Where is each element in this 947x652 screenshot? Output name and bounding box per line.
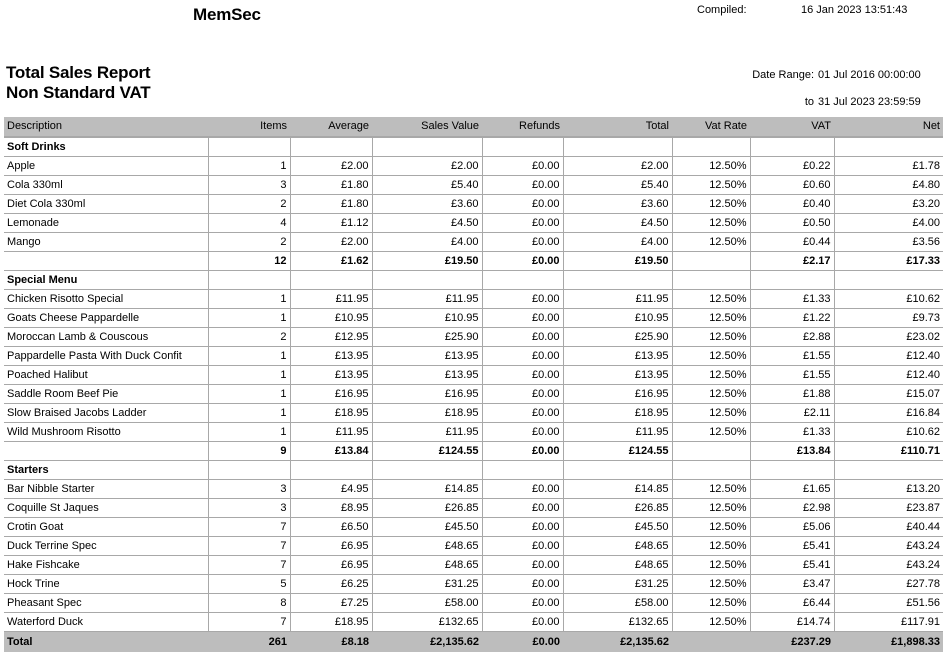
cell-sales-value: [372, 461, 482, 480]
table-row: [4, 366, 943, 385]
cell-sales-value: £13.95: [372, 366, 482, 385]
brand-logo: MemSec: [193, 5, 261, 25]
table-row: [4, 594, 943, 613]
cell-vat: £0.40: [750, 195, 834, 214]
cell-net: £117.91: [834, 613, 943, 632]
cell-vat-rate: 12.50%: [672, 290, 750, 309]
table-row: [4, 575, 943, 594]
cell-description: Moroccan Lamb & Couscous: [4, 328, 208, 347]
cell-vat: £0.50: [750, 214, 834, 233]
cell-net: £10.62: [834, 423, 943, 442]
cell-items: [208, 138, 290, 157]
cell-net: £27.78: [834, 575, 943, 594]
cell-sales-value: £14.85: [372, 480, 482, 499]
cell-net: £23.02: [834, 328, 943, 347]
cell-refunds: £0.00: [482, 290, 563, 309]
cell-refunds: £0.00: [482, 442, 563, 461]
cell-total: £10.95: [563, 309, 672, 328]
report-title-line2: Non Standard VAT: [6, 83, 150, 103]
cell-sales-value: £11.95: [372, 290, 482, 309]
cell-description: Crotin Goat: [4, 518, 208, 537]
table-group-header-row: [4, 461, 943, 480]
cell-vat-rate: [672, 271, 750, 290]
cell-average: £1.62: [290, 252, 372, 271]
cell-description: [4, 442, 208, 461]
cell-total: [563, 138, 672, 157]
cell-total: £58.00: [563, 594, 672, 613]
cell-description: Pheasant Spec: [4, 594, 208, 613]
cell-description: Bar Nibble Starter: [4, 480, 208, 499]
cell-average: £6.50: [290, 518, 372, 537]
date-range: [752, 68, 942, 109]
cell-description: Slow Braised Jacobs Ladder: [4, 404, 208, 423]
cell-sales-value: £26.85: [372, 499, 482, 518]
cell-description: Pappardelle Pasta With Duck Confit: [4, 347, 208, 366]
cell-items: 9: [208, 442, 290, 461]
table-row: [4, 347, 943, 366]
cell-refunds: £0.00: [482, 328, 563, 347]
cell-items: 261: [208, 632, 290, 652]
table-row: [4, 328, 943, 347]
cell-items: 1: [208, 385, 290, 404]
cell-total: £2,135.62: [563, 632, 672, 652]
cell-items: 2: [208, 233, 290, 252]
column-header-refunds[interactable]: Refunds: [482, 117, 563, 136]
cell-average: £6.95: [290, 556, 372, 575]
cell-items: 7: [208, 518, 290, 537]
cell-total: [563, 461, 672, 480]
cell-total: £18.95: [563, 404, 672, 423]
cell-items: [208, 461, 290, 480]
cell-net: £16.84: [834, 404, 943, 423]
table-row: [4, 385, 943, 404]
cell-average: £4.95: [290, 480, 372, 499]
cell-refunds: £0.00: [482, 176, 563, 195]
cell-total: £2.00: [563, 157, 672, 176]
cell-description: Saddle Room Beef Pie: [4, 385, 208, 404]
cell-net: £40.44: [834, 518, 943, 537]
cell-items: 2: [208, 195, 290, 214]
cell-total: £31.25: [563, 575, 672, 594]
cell-description: Mango: [4, 233, 208, 252]
date-range-from-row: [752, 68, 942, 82]
compiled-timestamp: 16 Jan 2023 13:51:43: [801, 4, 907, 16]
cell-average: £18.95: [290, 404, 372, 423]
date-range-label: Date Range:: [752, 69, 814, 81]
cell-vat-rate: 12.50%: [672, 575, 750, 594]
cell-average: £6.95: [290, 537, 372, 556]
cell-sales-value: £2,135.62: [372, 632, 482, 652]
cell-sales-value: £19.50: [372, 252, 482, 271]
cell-average: [290, 138, 372, 157]
cell-total: £3.60: [563, 195, 672, 214]
cell-description: Soft Drinks: [4, 138, 208, 157]
cell-items: 1: [208, 157, 290, 176]
table-row: [4, 537, 943, 556]
cell-average: £1.80: [290, 176, 372, 195]
cell-vat-rate: 12.50%: [672, 233, 750, 252]
cell-items: 1: [208, 404, 290, 423]
cell-total: £11.95: [563, 423, 672, 442]
cell-vat-rate: 12.50%: [672, 594, 750, 613]
cell-sales-value: £3.60: [372, 195, 482, 214]
cell-average: £13.84: [290, 442, 372, 461]
cell-vat: £0.60: [750, 176, 834, 195]
cell-average: £13.95: [290, 366, 372, 385]
cell-net: £13.20: [834, 480, 943, 499]
cell-total: £4.50: [563, 214, 672, 233]
table-row: [4, 195, 943, 214]
cell-sales-value: £132.65: [372, 613, 482, 632]
cell-total: £13.95: [563, 347, 672, 366]
cell-vat: £0.44: [750, 233, 834, 252]
cell-total: [563, 271, 672, 290]
cell-description: Coquille St Jaques: [4, 499, 208, 518]
cell-total: £13.95: [563, 366, 672, 385]
cell-refunds: [482, 271, 563, 290]
cell-sales-value: £124.55: [372, 442, 482, 461]
table-row: [4, 176, 943, 195]
cell-description: Lemonade: [4, 214, 208, 233]
cell-description: Apple: [4, 157, 208, 176]
cell-items: 5: [208, 575, 290, 594]
report-title-line1: Total Sales Report: [6, 63, 150, 83]
column-header-vat[interactable]: VAT: [750, 117, 834, 136]
cell-sales-value: £4.00: [372, 233, 482, 252]
cell-sales-value: £10.95: [372, 309, 482, 328]
cell-sales-value: £45.50: [372, 518, 482, 537]
cell-items: 3: [208, 176, 290, 195]
cell-average: £13.95: [290, 347, 372, 366]
cell-vat: £1.22: [750, 309, 834, 328]
cell-vat: £1.55: [750, 366, 834, 385]
cell-vat: £5.41: [750, 537, 834, 556]
cell-average: £6.25: [290, 575, 372, 594]
cell-sales-value: £48.65: [372, 537, 482, 556]
table-row: [4, 404, 943, 423]
cell-net: £17.33: [834, 252, 943, 271]
cell-sales-value: [372, 271, 482, 290]
cell-vat: £2.98: [750, 499, 834, 518]
cell-average: £18.95: [290, 613, 372, 632]
cell-total: £48.65: [563, 556, 672, 575]
cell-refunds: £0.00: [482, 195, 563, 214]
cell-sales-value: £11.95: [372, 423, 482, 442]
cell-total: £26.85: [563, 499, 672, 518]
cell-items: 1: [208, 309, 290, 328]
cell-vat-rate: 12.50%: [672, 556, 750, 575]
cell-average: £2.00: [290, 157, 372, 176]
cell-refunds: £0.00: [482, 309, 563, 328]
cell-refunds: £0.00: [482, 499, 563, 518]
cell-total: £45.50: [563, 518, 672, 537]
cell-vat-rate: 12.50%: [672, 385, 750, 404]
cell-total: £14.85: [563, 480, 672, 499]
column-header-vat-rate[interactable]: Vat Rate: [672, 117, 750, 136]
cell-total: £48.65: [563, 537, 672, 556]
cell-sales-value: £48.65: [372, 556, 482, 575]
cell-vat: £3.47: [750, 575, 834, 594]
cell-net: £1,898.33: [834, 632, 943, 652]
cell-vat-rate: 12.50%: [672, 347, 750, 366]
cell-vat: £1.33: [750, 290, 834, 309]
cell-description: Goats Cheese Pappardelle: [4, 309, 208, 328]
cell-vat-rate: 12.50%: [672, 309, 750, 328]
cell-refunds: £0.00: [482, 632, 563, 652]
cell-net: £110.71: [834, 442, 943, 461]
cell-vat: £1.55: [750, 347, 834, 366]
cell-total: £124.55: [563, 442, 672, 461]
cell-average: £8.18: [290, 632, 372, 652]
table-row: [4, 499, 943, 518]
cell-vat: £1.88: [750, 385, 834, 404]
cell-vat-rate: 12.50%: [672, 423, 750, 442]
cell-net: £9.73: [834, 309, 943, 328]
cell-refunds: £0.00: [482, 385, 563, 404]
cell-vat: £5.41: [750, 556, 834, 575]
cell-net: [834, 138, 943, 157]
table-subtotal-row: [4, 442, 943, 461]
cell-vat-rate: 12.50%: [672, 214, 750, 233]
cell-net: £15.07: [834, 385, 943, 404]
cell-refunds: £0.00: [482, 233, 563, 252]
cell-refunds: £0.00: [482, 556, 563, 575]
table-row: [4, 518, 943, 537]
cell-average: [290, 461, 372, 480]
cell-items: 4: [208, 214, 290, 233]
cell-vat: £2.17: [750, 252, 834, 271]
column-header-description[interactable]: Description: [4, 117, 208, 136]
cell-refunds: £0.00: [482, 214, 563, 233]
cell-refunds: £0.00: [482, 594, 563, 613]
table-group-header-row: [4, 138, 943, 157]
cell-net: £1.78: [834, 157, 943, 176]
cell-vat: £14.74: [750, 613, 834, 632]
cell-average: £7.25: [290, 594, 372, 613]
cell-sales-value: £13.95: [372, 347, 482, 366]
cell-refunds: £0.00: [482, 480, 563, 499]
table-row: [4, 613, 943, 632]
cell-total: £25.90: [563, 328, 672, 347]
cell-vat-rate: [672, 442, 750, 461]
cell-refunds: £0.00: [482, 157, 563, 176]
cell-vat-rate: 12.50%: [672, 613, 750, 632]
cell-description: Total: [4, 632, 208, 652]
table-head: [4, 117, 943, 138]
cell-items: 8: [208, 594, 290, 613]
cell-items: 7: [208, 537, 290, 556]
date-range-from-value: 01 Jul 2016 00:00:00: [818, 68, 942, 82]
date-range-to-value: 31 Jul 2023 23:59:59: [818, 95, 942, 109]
table-row: [4, 233, 943, 252]
cell-sales-value: £2.00: [372, 157, 482, 176]
cell-vat: £6.44: [750, 594, 834, 613]
cell-description: Special Menu: [4, 271, 208, 290]
table-header-row: [4, 117, 943, 136]
table-row: [4, 214, 943, 233]
cell-vat: £5.06: [750, 518, 834, 537]
cell-vat: £237.29: [750, 632, 834, 652]
cell-total: £4.00: [563, 233, 672, 252]
cell-vat: £1.33: [750, 423, 834, 442]
cell-refunds: £0.00: [482, 575, 563, 594]
cell-net: £12.40: [834, 366, 943, 385]
cell-vat-rate: 12.50%: [672, 328, 750, 347]
table-group-header-row: [4, 271, 943, 290]
cell-net: [834, 461, 943, 480]
column-header-net[interactable]: Net: [834, 117, 943, 136]
table-row: [4, 480, 943, 499]
cell-sales-value: £5.40: [372, 176, 482, 195]
cell-net: £43.24: [834, 556, 943, 575]
cell-vat: [750, 271, 834, 290]
cell-vat-rate: [672, 138, 750, 157]
cell-average: [290, 271, 372, 290]
cell-items: [208, 271, 290, 290]
cell-sales-value: £25.90: [372, 328, 482, 347]
cell-total: £132.65: [563, 613, 672, 632]
table-body: [4, 138, 943, 652]
cell-average: £10.95: [290, 309, 372, 328]
cell-description: Hock Trine: [4, 575, 208, 594]
cell-vat: £0.22: [750, 157, 834, 176]
cell-sales-value: £4.50: [372, 214, 482, 233]
cell-refunds: £0.00: [482, 347, 563, 366]
cell-refunds: [482, 461, 563, 480]
cell-average: £16.95: [290, 385, 372, 404]
cell-refunds: £0.00: [482, 537, 563, 556]
cell-vat-rate: 12.50%: [672, 195, 750, 214]
cell-sales-value: [372, 138, 482, 157]
table-row: [4, 423, 943, 442]
table-row: [4, 290, 943, 309]
cell-net: £4.00: [834, 214, 943, 233]
cell-net: £3.20: [834, 195, 943, 214]
cell-vat-rate: 12.50%: [672, 499, 750, 518]
cell-vat: [750, 461, 834, 480]
cell-vat: £1.65: [750, 480, 834, 499]
cell-average: £12.95: [290, 328, 372, 347]
table-subtotal-row: [4, 252, 943, 271]
page-title: [6, 63, 150, 103]
cell-refunds: £0.00: [482, 518, 563, 537]
cell-description: [4, 252, 208, 271]
cell-items: 3: [208, 480, 290, 499]
cell-net: [834, 271, 943, 290]
table-row: [4, 556, 943, 575]
cell-average: £1.12: [290, 214, 372, 233]
cell-sales-value: £58.00: [372, 594, 482, 613]
cell-vat: £2.88: [750, 328, 834, 347]
cell-net: £4.80: [834, 176, 943, 195]
column-header-total[interactable]: Total: [563, 117, 672, 136]
cell-net: £51.56: [834, 594, 943, 613]
date-range-to-row: [752, 95, 942, 109]
cell-items: 3: [208, 499, 290, 518]
cell-average: £8.95: [290, 499, 372, 518]
cell-total: £11.95: [563, 290, 672, 309]
cell-average: £11.95: [290, 290, 372, 309]
cell-items: 12: [208, 252, 290, 271]
cell-description: Cola 330ml: [4, 176, 208, 195]
cell-vat: [750, 138, 834, 157]
cell-total: £16.95: [563, 385, 672, 404]
cell-description: Wild Mushroom Risotto: [4, 423, 208, 442]
cell-description: Duck Terrine Spec: [4, 537, 208, 556]
cell-items: 2: [208, 328, 290, 347]
date-range-to-label: to: [805, 96, 814, 108]
cell-net: £23.87: [834, 499, 943, 518]
cell-vat-rate: [672, 461, 750, 480]
cell-description: Chicken Risotto Special: [4, 290, 208, 309]
cell-items: 1: [208, 423, 290, 442]
cell-refunds: £0.00: [482, 366, 563, 385]
cell-refunds: [482, 138, 563, 157]
cell-net: £43.24: [834, 537, 943, 556]
cell-net: £12.40: [834, 347, 943, 366]
cell-vat-rate: 12.50%: [672, 157, 750, 176]
compiled-label: Compiled:: [697, 4, 747, 16]
cell-average: £2.00: [290, 233, 372, 252]
cell-vat-rate: 12.50%: [672, 404, 750, 423]
cell-refunds: £0.00: [482, 423, 563, 442]
cell-description: Poached Halibut: [4, 366, 208, 385]
cell-vat: £2.11: [750, 404, 834, 423]
cell-vat-rate: 12.50%: [672, 480, 750, 499]
cell-vat-rate: 12.50%: [672, 366, 750, 385]
cell-vat-rate: 12.50%: [672, 537, 750, 556]
sales-table: [4, 117, 943, 652]
table-row: [4, 309, 943, 328]
cell-refunds: £0.00: [482, 404, 563, 423]
cell-description: Waterford Duck: [4, 613, 208, 632]
cell-refunds: £0.00: [482, 252, 563, 271]
column-header-items[interactable]: Items: [208, 117, 290, 136]
cell-refunds: £0.00: [482, 613, 563, 632]
cell-items: 1: [208, 290, 290, 309]
column-header-sales-value[interactable]: Sales Value: [372, 117, 482, 136]
cell-net: £3.56: [834, 233, 943, 252]
report-header-band: [0, 0, 947, 56]
cell-items: 7: [208, 556, 290, 575]
cell-vat-rate: [672, 252, 750, 271]
cell-description: Diet Cola 330ml: [4, 195, 208, 214]
cell-description: Hake Fishcake: [4, 556, 208, 575]
cell-items: 1: [208, 366, 290, 385]
table-row: [4, 157, 943, 176]
cell-description: Starters: [4, 461, 208, 480]
cell-total: £5.40: [563, 176, 672, 195]
cell-vat-rate: 12.50%: [672, 176, 750, 195]
cell-average: £11.95: [290, 423, 372, 442]
cell-net: £10.62: [834, 290, 943, 309]
column-header-average[interactable]: Average: [290, 117, 372, 136]
cell-vat: £13.84: [750, 442, 834, 461]
cell-total: £19.50: [563, 252, 672, 271]
cell-average: £1.80: [290, 195, 372, 214]
cell-sales-value: £18.95: [372, 404, 482, 423]
cell-vat-rate: 12.50%: [672, 518, 750, 537]
cell-items: 7: [208, 613, 290, 632]
cell-items: 1: [208, 347, 290, 366]
cell-sales-value: £16.95: [372, 385, 482, 404]
cell-sales-value: £31.25: [372, 575, 482, 594]
